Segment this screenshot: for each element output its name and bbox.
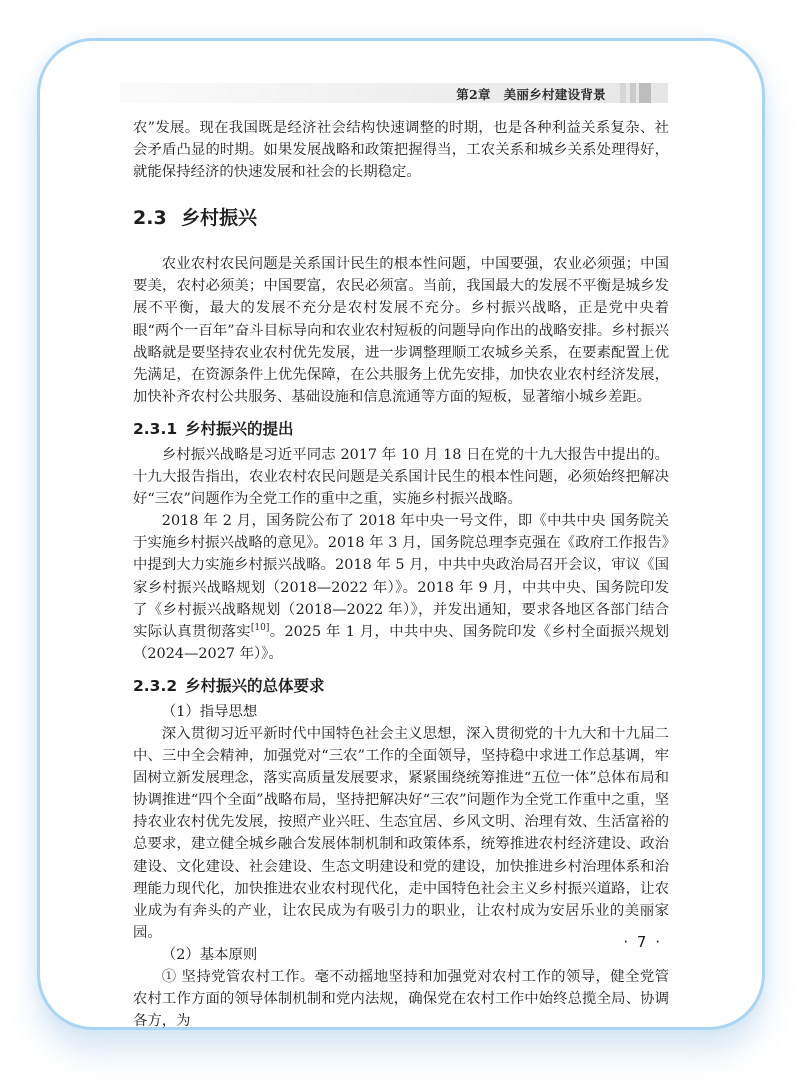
paragraph: 乡村振兴战略是习近平同志 2017 年 10 月 18 日在党的十九大报告中提出的。十九大报告指出，农业农村农民问题是关系国计民生的根本性问题，必须始终把解决好“三农”问题作为全党工作的重中之重，实施乡村振兴战略。 [133, 446, 669, 508]
paragraph-text: 。2025 年 1 月，中共中央、国务院印发《乡村全面振兴规划（2024—2027 年）》。 [133, 623, 669, 662]
paragraph-continued: 农”发展。现在我国既是经济社会结构快速调整的时期，也是各种利益关系复杂、社会矛盾凸显的时期。如果发展战略和政策把握得当，工农关系和城乡关系处理得好，就能保持经济的快速发展和社会的长期稳定。 [133, 120, 669, 181]
subsection-number: 2.3.1 [133, 419, 178, 438]
section-heading-2-3 [133, 205, 669, 231]
subsection-title: 乡村振兴的总体要求 [185, 676, 325, 695]
item-label: （2）基本原则 [161, 946, 258, 963]
paragraph: ① 坚持党管农村工作。毫不动摇地坚持和加强党对农村工作的领导，健全党管农村工作方面的领导体制机制和党内法规，确保党在农村工作中始终总揽全局、协调各方，为 [133, 969, 669, 1030]
subsection-title: 乡村振兴的提出 [185, 419, 294, 438]
header-decor-tab [620, 83, 626, 103]
paragraph-text: 2018 年 2 月，国务院公布了 2018 年中央一号文件，即《中共中央 国务院关于实施乡村振兴战略的意见》。2018 年 3 月，国务院总理李克强在《政府工作报告》中提到大力实施乡村振兴战略。2018 年 5 月，中共中央政治局召开会议，审议《国家乡村振兴战略规划（2018—2022 年）》。2018 年 9 月，中共中央、国务院印发了《乡村振兴战略规划（2018—2022 年）》，并发出通知，要求各地区各部门结合实际认真贯彻落实 [133, 513, 669, 640]
section-number: 2.3 [133, 207, 167, 230]
section-title: 乡村振兴 [181, 207, 258, 230]
item-label: （1）指导思想 [161, 703, 258, 720]
chapter-title: 第2章 美丽乡村建设背景 [456, 87, 606, 102]
subsection-number: 2.3.2 [133, 676, 178, 695]
header-decor-tab [639, 83, 651, 103]
paragraph [133, 510, 669, 665]
running-header [120, 83, 668, 103]
page-body [133, 117, 669, 1032]
paragraph: 深入贯彻习近平新时代中国特色社会主义思想，深入贯彻党的十九大和十九届二中、三中全会精神，加强党对“三农”工作的全面领导，坚持稳中求进工作总基调，牢固树立新发展理念，落实高质量发展要求，紧紧围绕统筹推进“五位一体”总体布局和协调推进“四个全面”战略布局，坚持把解决好“三农”问题作为全党工作重中之重，坚持农业农村优先发展，按照产业兴旺、生态宜居、乡风文明、治理有效、生活富裕的总要求，建立健全城乡融合发展体制机制和政策体系，统筹推进农村经济建设、政治建设、文化建设、社会建设、生态文明建设和党的建设，加快推进乡村治理体系和治理能力现代化，加快推进农业农村现代化，走中国特色社会主义乡村振兴道路，让农业成为有奔头的产业，让农民成为有吸引力的职业，让农村成为安居乐业的美丽家园。 [133, 725, 669, 941]
subsection-heading-2-3-2 [133, 675, 669, 697]
citation-reference[interactable]: [10] [250, 622, 270, 633]
page-number: · 7 · [623, 933, 662, 951]
subsection-heading-2-3-1 [133, 418, 669, 440]
header-decor-tab [630, 83, 636, 103]
paragraph-intro: 农业农村农民问题是关系国计民生的根本性问题，中国要强，农业必须强；中国要美，农村必须美；中国要富，农民必须富。当前，我国最大的发展不平衡是城乡发展不平衡，最大的发展不充分是农村发展不充分。乡村振兴战略，正是党中央着眼“两个一百年”奋斗目标导向和农业农村短板的问题导向作出的战略安排。乡村振兴战略就是要坚持农业农村优先发展，进一步调整理顺工农城乡关系，在要素配置上优先满足，在资源条件上优先保障，在公共服务上优先安排，加快农业农村经济发展，加快补齐农村公共服务、基础设施和信息流通等方面的短板，显著缩小城乡差距。 [133, 256, 669, 405]
